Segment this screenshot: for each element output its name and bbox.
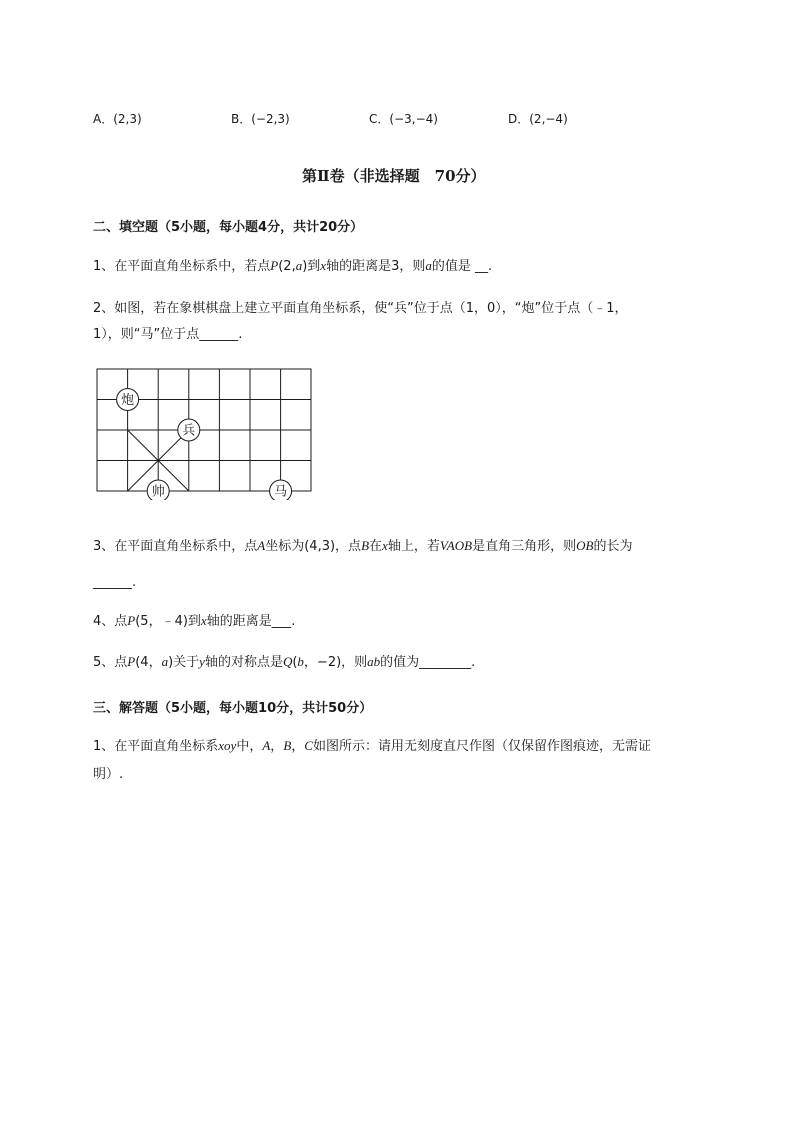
q-text: 轴上，若 xyxy=(387,539,440,554)
question-4 xyxy=(93,608,295,635)
q-text: 1、在平面直角坐标系中，若点 xyxy=(93,259,271,274)
q-text: (2, xyxy=(278,259,296,274)
q-text: ， xyxy=(270,739,284,754)
math-var: P xyxy=(127,654,136,669)
q-text: ( xyxy=(292,655,298,670)
q-text: 的值为________. xyxy=(380,655,476,670)
piece-label: 兵 xyxy=(182,423,196,439)
q-text: 1、在平面直角坐标系 xyxy=(93,739,219,754)
q-text: 4、点 xyxy=(93,614,128,629)
piece-bing xyxy=(178,419,200,441)
q-text: 如图所示：请用无刻度直尺作图（仅保留作图痕迹，无需证 xyxy=(312,739,651,754)
question-1 xyxy=(93,253,492,280)
math-var: OB xyxy=(576,538,594,553)
option-letter: D． xyxy=(508,112,530,126)
option-b xyxy=(231,110,290,127)
piece-label: 马 xyxy=(274,484,288,500)
q-text: 的长为 xyxy=(593,539,633,554)
section-heading-fill-in: 二、填空题（5小题，每小题4分，共计20分） xyxy=(93,220,364,235)
question-5 xyxy=(93,649,475,676)
q-text: (5，﹣4)到 xyxy=(135,614,201,629)
math-var: xoy xyxy=(218,738,237,753)
math-var: ab xyxy=(367,654,381,669)
math-var: B xyxy=(283,738,292,753)
q-text: 坐标为(4,3)，点 xyxy=(265,539,362,554)
math-var: VAOB xyxy=(439,538,473,553)
piece-label: 帅 xyxy=(151,484,165,500)
q-text: 在 xyxy=(369,539,383,554)
math-var: x xyxy=(200,613,207,628)
piece-label: 炮 xyxy=(121,393,135,408)
q-text: 轴的距离是___. xyxy=(206,614,296,629)
option-c xyxy=(369,110,438,127)
math-var: y xyxy=(199,654,205,669)
math-var: x xyxy=(382,538,388,553)
option-value: (2,3) xyxy=(113,112,142,126)
math-var: P xyxy=(270,258,279,273)
q-text: ， xyxy=(291,739,305,754)
chess-board-svg xyxy=(96,368,316,500)
math-var: A xyxy=(257,538,266,553)
q-text: 轴的对称点是 xyxy=(204,655,283,670)
q-text: 3、在平面直角坐标系中，点 xyxy=(93,539,258,554)
math-var: P xyxy=(127,613,136,628)
piece-ma xyxy=(270,480,292,500)
section-heading-answer: 三、解答题（5小题，每小题10分，共计50分） xyxy=(93,701,373,716)
q-text: )关于 xyxy=(168,655,200,670)
math-var: a xyxy=(295,258,303,273)
question-2-line-1: 2、如图，若在象棋棋盘上建立平面直角坐标系，使“兵”位于点（1，0），“炮”位于点（﹣1， xyxy=(93,301,628,316)
q-text: 5、点 xyxy=(93,655,128,670)
math-var: a xyxy=(161,654,169,669)
answer-question-1-line-1 xyxy=(93,733,651,760)
piece-pao xyxy=(117,389,139,411)
q-text: 中， xyxy=(236,739,263,754)
option-letter: B． xyxy=(231,112,252,126)
math-var: a xyxy=(425,258,432,273)
math-var: B xyxy=(361,538,370,553)
option-a xyxy=(93,110,142,127)
math-var: x xyxy=(320,258,327,273)
question-3-line-2: ______. xyxy=(93,575,137,590)
q-text: 的值是 __. xyxy=(431,259,493,274)
q-text: (4， xyxy=(135,655,162,670)
math-var: Q xyxy=(282,654,293,669)
math-var: C xyxy=(304,738,313,753)
answer-question-1-line-2: 明）. xyxy=(93,767,124,782)
option-letter: C． xyxy=(369,112,390,126)
question-2-line-2: 1），则“马”位于点______. xyxy=(93,327,243,342)
option-value: (2,−4) xyxy=(529,112,568,126)
q-text: ，−2)，则 xyxy=(303,655,368,670)
part-title: 第Ⅱ卷（非选择题 70分） xyxy=(302,167,486,185)
option-letter: A． xyxy=(93,112,114,126)
option-value: (−3,−4) xyxy=(389,112,438,126)
option-d xyxy=(508,110,568,127)
question-3-line-1 xyxy=(93,533,632,560)
q-text: )到 xyxy=(302,259,321,274)
math-var: A xyxy=(262,738,271,753)
q-text: 轴的距离是3，则 xyxy=(326,259,426,274)
piece-shuai xyxy=(147,480,169,500)
math-var: b xyxy=(297,654,304,669)
chess-board-figure xyxy=(96,368,316,500)
options-row xyxy=(93,110,693,126)
q-text: 是直角三角形，则 xyxy=(472,539,577,554)
option-value: (−2,3) xyxy=(251,112,290,126)
